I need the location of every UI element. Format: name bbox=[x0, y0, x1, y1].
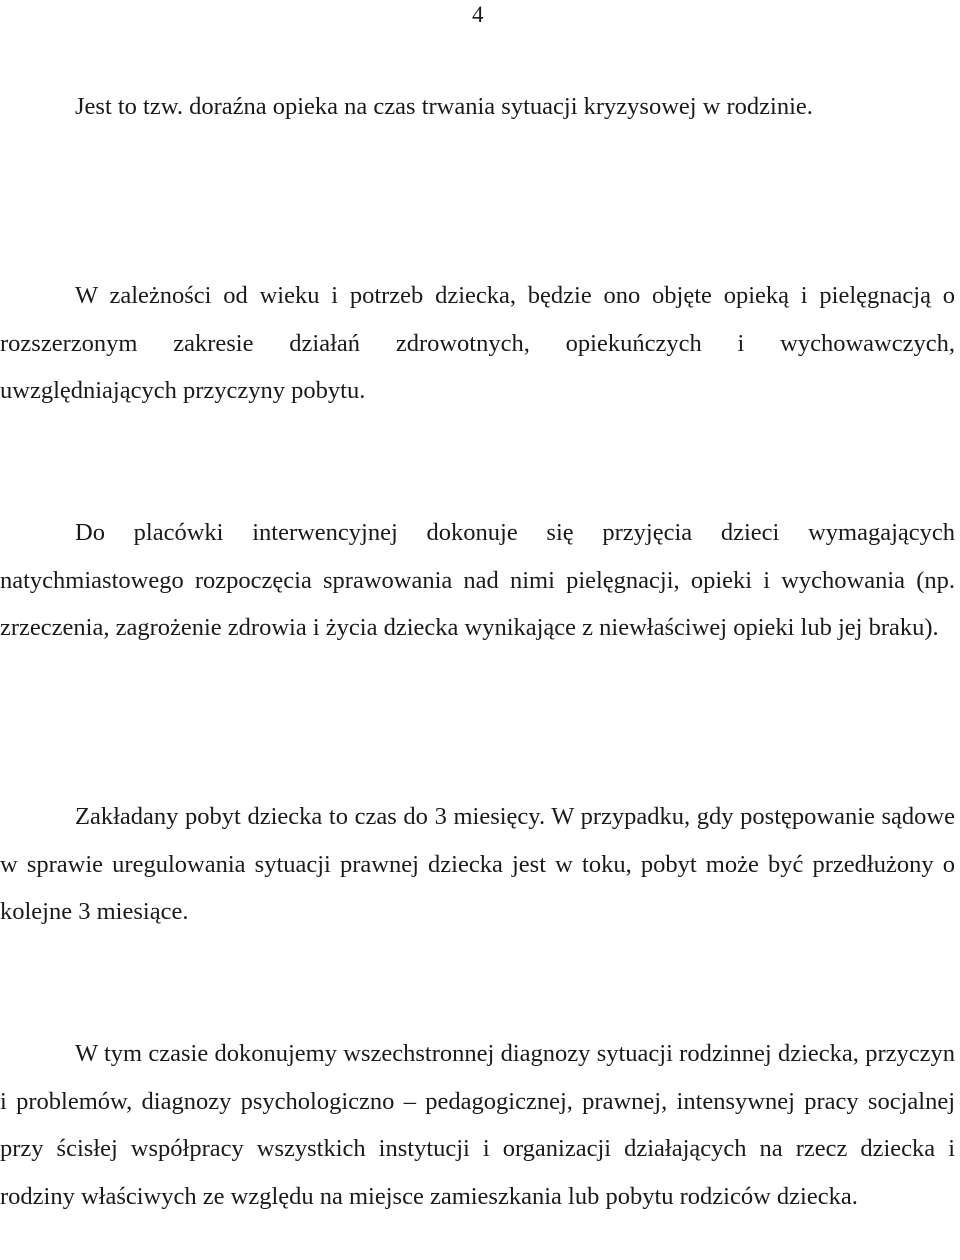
paragraph-5: W tym czasie dokonujemy wszechstronnej diagnozy sytuacji rodzinnej dziecka, przyczyn i problemów, diagnozy psychologiczno – pedagogicznej, prawnej, intensywnej pracy socjalnej przy ścisłej współpracy wszystkich instytucji i organizacji działających na rzecz dziecka i rodziny właściwych ze względu na miejsce zamieszkania lub pobytu rodziców dziecka. bbox=[0, 1040, 955, 1210]
paragraph-2: W zależności od wieku i potrzeb dziecka, będzie ono objęte opieką i pielęgnacją o rozszerzonym zakresie działań zdrowotnych, opiekuńczych i wychowawczych, uwzględniających przyczyny pobytu. bbox=[0, 282, 955, 404]
paragraph-3: Do placówki interwencyjnej dokonuje się przyjęcia dzieci wymagających natychmiastowego rozpoczęcia sprawowania nad nimi pielęgnacji, opieki i wychowania (np. zrzeczenia, zagrożenie zdrowia i życia dziecka wynikające z niewłaściwej opieki lub jej braku). bbox=[0, 519, 955, 641]
paragraph-4: Zakładany pobyt dziecka to czas do 3 miesięcy. W przypadku, gdy postępowanie sądowe w sprawie uregulowania sytuacji prawnej dziecka jest w toku, pobyt może być przedłużony o kolejne 3 miesiące. bbox=[0, 803, 955, 925]
paragraph-1: Jest to tzw. doraźna opieka na czas trwania sytuacji kryzysowej w rodzinie. bbox=[75, 93, 813, 120]
page-number: 4 bbox=[472, 2, 484, 27]
